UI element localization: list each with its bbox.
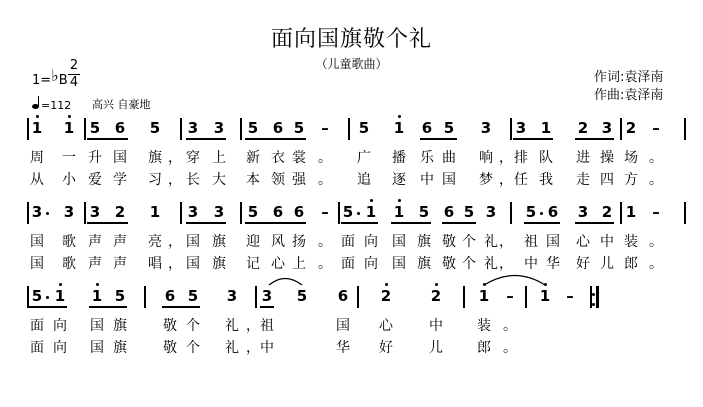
note-digit: 3 (187, 119, 199, 137)
lyric-syllable: 从 (30, 172, 44, 188)
lyric-syllable: ， (499, 234, 513, 250)
note-digit: 5 (418, 203, 430, 221)
lyric-syllable: 旗 (148, 150, 162, 166)
lyric-syllable: 。 (318, 234, 332, 250)
lyric-syllable: 儿 (600, 256, 614, 272)
note-digit: 6 (164, 287, 176, 305)
note-digit: 3 (577, 203, 589, 221)
lyric-syllable: 。 (318, 150, 332, 166)
lyric-syllable: 中 (429, 318, 443, 334)
lyric-syllable: 周 (30, 150, 44, 166)
lyric-syllable: 排 (514, 150, 528, 166)
lyric-syllable: 大 (212, 172, 226, 188)
lyric-syllable: 声 (88, 234, 102, 250)
lyric-syllable: 国 (392, 234, 406, 250)
note-digit: 5 (187, 287, 199, 305)
lyric-syllable: ， (168, 256, 182, 272)
note-digit: 3 (601, 119, 613, 137)
lyric-syllable: 领 (271, 172, 285, 188)
note-digit: 1 (54, 287, 66, 305)
note-digit: 5 (525, 203, 537, 221)
lyric-syllable: 国 (546, 234, 560, 250)
note-digit: 3 (261, 287, 273, 305)
note-digit: 3 (515, 119, 527, 137)
lyric-syllable: 旗 (113, 340, 127, 356)
lyric-syllable: 国 (186, 234, 200, 250)
lyric-syllable: ， (499, 256, 513, 272)
lyric-syllable: 国 (30, 234, 44, 250)
lyric-syllable: 习 (148, 172, 162, 188)
lyric-syllable: 向 (53, 340, 67, 356)
lyric-syllable: 个 (186, 340, 200, 356)
lyric-syllable: 扬 (292, 234, 306, 250)
lyric-syllable: 。 (318, 172, 332, 188)
lyric-syllable: 向 (53, 318, 67, 334)
lyric-syllable: 心 (379, 318, 393, 334)
lyric-syllable: 队 (539, 150, 553, 166)
lyric-syllable: ， (168, 172, 182, 188)
lyric-syllable: 一 (62, 150, 76, 166)
sustain-dash: – (321, 203, 329, 221)
lyric-syllable: 面 (341, 234, 355, 250)
sustain-dash: – (652, 203, 660, 221)
lyric-syllable: 唱 (148, 256, 162, 272)
lyric-syllable: 国 (336, 318, 350, 334)
note-digit: 5 (149, 119, 161, 137)
note-digit: 2 (601, 203, 613, 221)
note-digit: 1 (63, 119, 75, 137)
lyric-syllable: 。 (649, 234, 663, 250)
lyric-syllable: 国 (113, 150, 127, 166)
lyric-syllable: 心 (576, 234, 590, 250)
lyric-syllable: 场 (624, 150, 638, 166)
lyric-syllable: 乐 (420, 150, 434, 166)
lyric-syllable: 。 (503, 318, 517, 334)
note-digit: 3 (63, 203, 75, 221)
lyric-syllable: 祖 (524, 234, 538, 250)
note-digit: 6 (547, 203, 559, 221)
lyric-syllable: 衣 (271, 150, 285, 166)
note-digit: 2 (430, 287, 442, 305)
lyric-syllable: ， (168, 150, 182, 166)
lyric-syllable: 逐 (392, 172, 406, 188)
lyric-syllable: 。 (649, 172, 663, 188)
key-letter: B (58, 73, 68, 88)
lyric-syllable: 个 (462, 256, 476, 272)
lyric-syllable: 旗 (212, 256, 226, 272)
lyric-syllable: 梦 (479, 172, 493, 188)
note-digit: 1 (149, 203, 161, 221)
lyric-syllable: 学 (113, 172, 127, 188)
lyric-syllable: 。 (318, 256, 332, 272)
lyric-syllable: 迎 (246, 234, 260, 250)
lyric-syllable: 任 (514, 172, 528, 188)
lyric-syllable: 四 (600, 172, 614, 188)
lyric-syllable: 播 (392, 150, 406, 166)
lyric-syllable: 走 (576, 172, 590, 188)
flat-sign: ♭ (51, 66, 59, 85)
lyric-syllable: 。 (503, 340, 517, 356)
lyric-syllable: 国 (392, 256, 406, 272)
lyric-syllable: ， (246, 318, 260, 334)
note-digit: 2 (625, 119, 637, 137)
note-digit: 1 (365, 203, 377, 221)
lyric-syllable: 中 (600, 234, 614, 250)
lyric-syllable: 长 (186, 172, 200, 188)
lyric-syllable: 面 (30, 318, 44, 334)
tempo-value: =112 (41, 99, 72, 112)
lyric-syllable: 礼 (225, 318, 239, 334)
lyric-syllable: 礼 (225, 340, 239, 356)
note-digit: 6 (114, 119, 126, 137)
lyric-syllable: 本 (246, 172, 260, 188)
lyric-syllable: 儿 (429, 340, 443, 356)
lyric-syllable: 亮 (148, 234, 162, 250)
note-digit: 6 (443, 203, 455, 221)
lyric-syllable: 华 (336, 340, 350, 356)
lyric-syllable: 国 (90, 340, 104, 356)
sustain-dash: – (652, 119, 660, 137)
note-digit: 3 (480, 119, 492, 137)
lyric-syllable: 新 (246, 150, 260, 166)
lyric-syllable: 好 (576, 256, 590, 272)
lyric-syllable: 国 (90, 318, 104, 334)
note-digit: 1 (91, 287, 103, 305)
lyric-syllable: 礼 (484, 256, 498, 272)
lyric-syllable: 向 (364, 234, 378, 250)
lyric-syllable: 敬 (442, 256, 456, 272)
note-digit: 5 (293, 119, 305, 137)
lyric-syllable: 旗 (212, 234, 226, 250)
lyric-syllable: ， (499, 150, 513, 166)
lyric-syllable: 歌 (62, 256, 76, 272)
lyric-syllable: 国 (442, 172, 456, 188)
note-digit: 3 (213, 203, 225, 221)
lyric-syllable: 国 (30, 256, 44, 272)
lyric-syllable: 郎 (624, 256, 638, 272)
lyricist-credit: 作词:袁泽南 (594, 70, 664, 85)
lyric-syllable: 个 (186, 318, 200, 334)
lyric-syllable: 敬 (163, 340, 177, 356)
note-digit: 1 (31, 119, 43, 137)
note-digit: 5 (247, 203, 259, 221)
lyric-syllable: 穿 (186, 150, 200, 166)
note-digit: 1 (539, 287, 551, 305)
lyric-syllable: 礼 (484, 234, 498, 250)
lyric-syllable: 风 (271, 234, 285, 250)
lyric-syllable: 面 (30, 340, 44, 356)
song-title: 面向国旗敬个礼 (270, 27, 432, 52)
lyric-syllable: 小 (62, 172, 76, 188)
lyric-syllable: 旗 (417, 256, 431, 272)
note-digit: 1 (625, 203, 637, 221)
note-digit: 5 (296, 287, 308, 305)
lyric-syllable: 装 (477, 318, 491, 334)
time-top: 2 (69, 58, 79, 73)
sustain-dash: – (321, 119, 329, 137)
lyric-syllable: 声 (113, 256, 127, 272)
note-digit: 6 (272, 203, 284, 221)
lyric-syllable: 声 (113, 234, 127, 250)
lyric-syllable: 向 (364, 256, 378, 272)
lyric-syllable: 敬 (442, 234, 456, 250)
lyric-syllable: ， (499, 172, 513, 188)
lyric-syllable: 响 (479, 150, 493, 166)
lyric-syllable: 歌 (62, 234, 76, 250)
note-digit: 5 (358, 119, 370, 137)
lyric-syllable: 心 (271, 256, 285, 272)
note-digit: 1 (393, 203, 405, 221)
note-digit: 5 (463, 203, 475, 221)
lyric-syllable: 我 (539, 172, 553, 188)
note-digit: 1 (540, 119, 552, 137)
note-digit: 5 (89, 119, 101, 137)
song-subtitle: （儿童歌曲） (315, 57, 388, 71)
note-digit: 6 (272, 119, 284, 137)
note-digit: 6 (421, 119, 433, 137)
lyric-syllable: 中 (420, 172, 434, 188)
lyric-syllable: 上 (292, 256, 306, 272)
lyric-syllable: 装 (624, 234, 638, 250)
note-digit: 5 (342, 203, 354, 221)
note-digit: 3 (89, 203, 101, 221)
sustain-dash: – (566, 287, 574, 305)
lyric-syllable: 声 (88, 256, 102, 272)
lyric-syllable: 裳 (292, 150, 306, 166)
lyric-syllable: 华 (546, 256, 560, 272)
lyric-syllable: 敬 (163, 318, 177, 334)
note-digit: 2 (114, 203, 126, 221)
lyric-syllable: 操 (600, 150, 614, 166)
lyric-syllable: 上 (212, 150, 226, 166)
note-digit: 5 (31, 287, 43, 305)
note-digit: 6 (293, 203, 305, 221)
lyric-syllable: ， (168, 234, 182, 250)
lyric-syllable: 中 (260, 340, 274, 356)
lyric-syllable: ， (246, 340, 260, 356)
lyric-syllable: 曲 (442, 150, 456, 166)
lyric-syllable: 追 (357, 172, 371, 188)
note-digit: 3 (187, 203, 199, 221)
note-digit: 5 (443, 119, 455, 137)
lyric-syllable: 旗 (113, 318, 127, 334)
lyric-syllable: 郎 (477, 340, 491, 356)
lyric-syllable: 方 (624, 172, 638, 188)
tie-arc (484, 276, 545, 286)
lyric-syllable: 国 (186, 256, 200, 272)
note-digit: 5 (114, 287, 126, 305)
lyric-syllable: 好 (379, 340, 393, 356)
note-digit: 3 (31, 203, 43, 221)
expression-marking: 高兴 自豪地 (92, 98, 151, 111)
slur-arc (269, 279, 302, 286)
lyric-syllable: 。 (649, 150, 663, 166)
lyric-syllable: 记 (246, 256, 260, 272)
lyric-syllable: 。 (649, 256, 663, 272)
note-digit: 3 (226, 287, 238, 305)
lyric-syllable: 中 (524, 256, 538, 272)
key-prefix: 1= (32, 73, 52, 88)
lyric-syllable: 广 (357, 150, 371, 166)
composer-credit: 作曲:袁泽南 (594, 88, 664, 103)
note-digit: 3 (213, 119, 225, 137)
lyric-syllable: 强 (292, 172, 306, 188)
sustain-dash: – (506, 287, 514, 305)
note-digit: 6 (337, 287, 349, 305)
lyric-syllable: 旗 (417, 234, 431, 250)
lyric-syllable: 升 (88, 150, 102, 166)
lyric-syllable: 爱 (88, 172, 102, 188)
time-bottom: 4 (69, 75, 79, 90)
note-digit: 2 (577, 119, 589, 137)
note-digit: 1 (393, 119, 405, 137)
note-digit: 5 (247, 119, 259, 137)
note-digit: 2 (380, 287, 392, 305)
note-digit: 3 (485, 203, 497, 221)
note-digit: 1 (478, 287, 490, 305)
lyric-syllable: 进 (576, 150, 590, 166)
lyric-syllable: 个 (462, 234, 476, 250)
lyric-syllable: 祖 (260, 318, 274, 334)
lyric-syllable: 面 (341, 256, 355, 272)
